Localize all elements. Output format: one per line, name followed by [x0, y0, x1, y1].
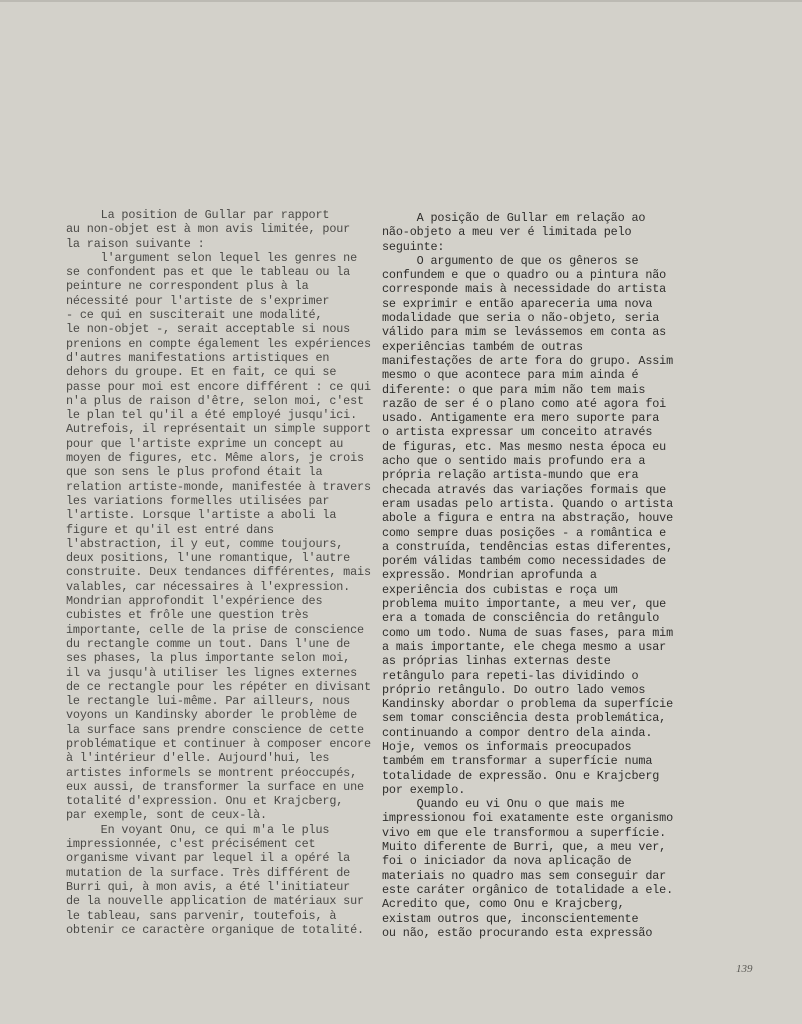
text-line: não-objeto a meu ver é limitada pelo	[382, 225, 632, 240]
text-line: de figuras, etc. Mas mesmo nesta época eu	[382, 439, 667, 454]
text-line: razão de ser é o plano como até agora foi	[382, 396, 667, 411]
text-line: l'artiste. Lorsque l'artiste a aboli la	[66, 508, 337, 523]
text-line: relation artiste-monde, manifestée à travers	[66, 479, 371, 494]
text-line: diferente: o que para mim não tem mais	[382, 382, 646, 397]
text-line: próprio retângulo. Do outro lado vemos	[382, 682, 646, 697]
text-line: dehors du groupe. Et en fait, ce qui se	[66, 365, 337, 380]
text-line: le plan tel qu'il a été employé jusqu'ici.	[66, 408, 358, 423]
text-line: sem tomar consciência desta problemática,	[382, 711, 667, 726]
text-line: par exemple, sont de ceux-là.	[66, 808, 267, 823]
text-line: abole a figura e entra na abstração, houve	[382, 511, 674, 526]
text-line: problématique et continuer à composer encore	[66, 736, 371, 751]
text-line: au non-objet est à mon avis limitée, pour	[66, 222, 351, 237]
text-line: d'autres manifestations artistiques en	[66, 350, 330, 365]
text-line: totalité d'expression. Onu et Krajcberg,	[66, 794, 344, 809]
text-line: - ce qui en susciterait une modalité,	[66, 308, 323, 323]
text-line: existam outros que, inconscientemente	[382, 911, 639, 926]
text-line: le tableau, sans parvenir, toutefois, à	[66, 908, 337, 923]
text-line: ses phases, la plus importante selon moi,	[66, 651, 351, 666]
text-line: En voyant Onu, ce qui m'a le plus	[66, 822, 330, 837]
text-line: totalidade de expressão. Onu e Krajcberg	[382, 768, 660, 783]
text-line: impressionnée, c'est précisément cet	[66, 837, 316, 852]
text-line: continuando a compor dentro dela ainda.	[382, 725, 653, 740]
text-line: il va jusqu'à utiliser les lignes externes	[66, 665, 358, 680]
text-line: O argumento de que os gêneros se	[382, 253, 639, 268]
text-line: como sempre duas posições - a romântica e	[382, 525, 667, 540]
text-line: própria relação artista-mundo que era	[382, 468, 639, 483]
text-line: importante, celle de la prise de conscience	[66, 622, 364, 637]
text-line: a construída, tendências estas diferentes,	[382, 539, 674, 554]
text-line: obtenir ce caractère organique de totalité.	[66, 922, 364, 937]
text-line: les variations formelles utilisées par	[66, 493, 330, 508]
text-line: nécessité pour l'artiste de s'exprimer	[66, 293, 330, 308]
text-line: Mondrian approfondit l'expérience des	[66, 594, 323, 609]
text-line: l'argument selon lequel les genres ne	[66, 250, 358, 265]
text-line: pour que l'artiste exprime un concept au	[66, 436, 344, 451]
portuguese-text-column	[382, 211, 674, 940]
text-line: figure et qu'il est entré dans	[66, 522, 274, 537]
text-line: deux positions, l'une romantique, l'autre	[66, 551, 351, 566]
text-line: la surface sans prendre conscience de cette	[66, 722, 364, 737]
text-line: Kandinsky abordar o problema da superfície	[382, 697, 674, 712]
text-line: l'abstraction, il y eut, comme toujours,	[66, 536, 344, 551]
text-line: como um todo. Numa de suas fases, para mim	[382, 625, 674, 640]
text-line: de la nouvelle application de matériaux sur	[66, 894, 364, 909]
text-line: valables, car nécessaires à l'expression.	[66, 579, 351, 594]
text-line: válido para mim se levássemos em conta as	[382, 325, 667, 340]
page-top-edge	[0, 0, 802, 2]
text-line: materiais no quadro mas sem conseguir dar	[382, 868, 667, 883]
text-line: artistes informels se montrent préoccupés,	[66, 765, 358, 780]
text-line: o artista expressar um conceito através	[382, 425, 653, 440]
text-line: impressionou foi exatamente este organismo	[382, 811, 674, 826]
text-line: le non-objet -, serait acceptable si nous	[66, 322, 351, 337]
text-line: moyen de figures, etc. Même alors, je crois	[66, 451, 364, 466]
text-line: n'a plus de raison d'être, selon moi, c'est	[66, 393, 364, 408]
text-line: Autrefois, il représentait un simple support	[66, 422, 371, 437]
text-line: retângulo para repeti-las dividindo o	[382, 668, 639, 683]
text-line: acho que o sentido mais profundo era a	[382, 454, 646, 469]
text-line: que son sens le plus profond était la	[66, 465, 323, 480]
text-line: confundem e que o quadro ou a pintura não	[382, 268, 667, 283]
text-line: Muito diferente de Burri, que, a meu ver,	[382, 840, 667, 855]
text-line: este caráter orgânico de totalidade a ele.	[382, 882, 674, 897]
text-line: A posição de Gullar em relação ao	[382, 211, 646, 225]
text-line: as próprias linhas externas deste	[382, 654, 611, 669]
text-line: usado. Antigamente era mero suporte para	[382, 411, 660, 426]
text-line: manifestações de arte fora do grupo. Assim	[382, 353, 674, 368]
text-line: seguinte:	[382, 239, 445, 254]
text-line: mutation de la surface. Très différent de	[66, 865, 351, 880]
text-line: eux aussi, de transformer la surface en une	[66, 779, 364, 794]
text-line: La position de Gullar par rapport	[66, 208, 330, 222]
text-line: por exemplo.	[382, 782, 466, 797]
text-line: ou não, estão procurando esta expressão	[382, 925, 653, 940]
text-line: modalidade que seria o não-objeto, seria	[382, 311, 660, 326]
text-line: mesmo o que acontece para mim ainda é	[382, 368, 639, 383]
text-line: vivo em que ele transformou a superfície.	[382, 825, 667, 840]
text-line: Burri qui, à mon avis, a été l'initiateur	[66, 879, 351, 894]
text-line: foi o iniciador da nova aplicação de	[382, 854, 632, 869]
text-line: experiência dos cubistas e roça um	[382, 582, 618, 597]
text-line: problema muito importante, a meu ver, que	[382, 597, 667, 612]
text-line: à l'intérieur d'elle. Aujourd'hui, les	[66, 751, 330, 766]
text-line: se confondent pas et que le tableau ou la	[66, 265, 351, 280]
text-line: de ce rectangle pour les répéter en divisant	[66, 679, 371, 694]
text-line: du rectangle comme un tout. Dans l'une de	[66, 636, 351, 651]
text-line: prenions en compte également les expériences	[66, 336, 371, 351]
text-line: la raison suivante :	[66, 236, 205, 251]
text-line: experiências também de outras	[382, 339, 583, 354]
text-line: voyons un Kandinsky aborder le problème de	[66, 708, 358, 723]
text-line: Quando eu vi Onu o que mais me	[382, 797, 625, 812]
text-line: Hoje, vemos os informais preocupados	[382, 739, 632, 754]
french-text-column	[66, 208, 371, 937]
text-line: expressão. Mondrian aprofunda a	[382, 568, 597, 583]
text-line: se exprimir e então apareceria uma nova	[382, 296, 653, 311]
text-line: também em transformar a superfície numa	[382, 754, 653, 769]
text-line: passe pour moi est encore différent : ce qui	[66, 379, 371, 394]
text-line: a mais importante, ele chega mesmo a usar	[382, 639, 667, 654]
text-line: cubistes et frôle une question très	[66, 608, 309, 623]
text-line: corresponde mais à necessidade do artista	[382, 282, 667, 297]
text-line: construite. Deux tendances différentes, mais	[66, 565, 371, 580]
text-line: organisme vivant par lequel il a opéré la	[66, 851, 351, 866]
text-line: peinture ne correspondent plus à la	[66, 279, 309, 294]
text-line: porém válidas também como necessidades de	[382, 554, 667, 569]
text-line: eram usadas pelo artista. Quando o artista	[382, 496, 674, 511]
text-line: era a tomada de consciência do retângulo	[382, 611, 660, 626]
text-line: le rectangle lui-même. Par ailleurs, nous	[66, 694, 351, 709]
text-line: checada através das variações formais que	[382, 482, 667, 497]
text-line: Acredito que, como Onu e Krajcberg,	[382, 897, 625, 912]
page-number: 139	[736, 963, 753, 975]
